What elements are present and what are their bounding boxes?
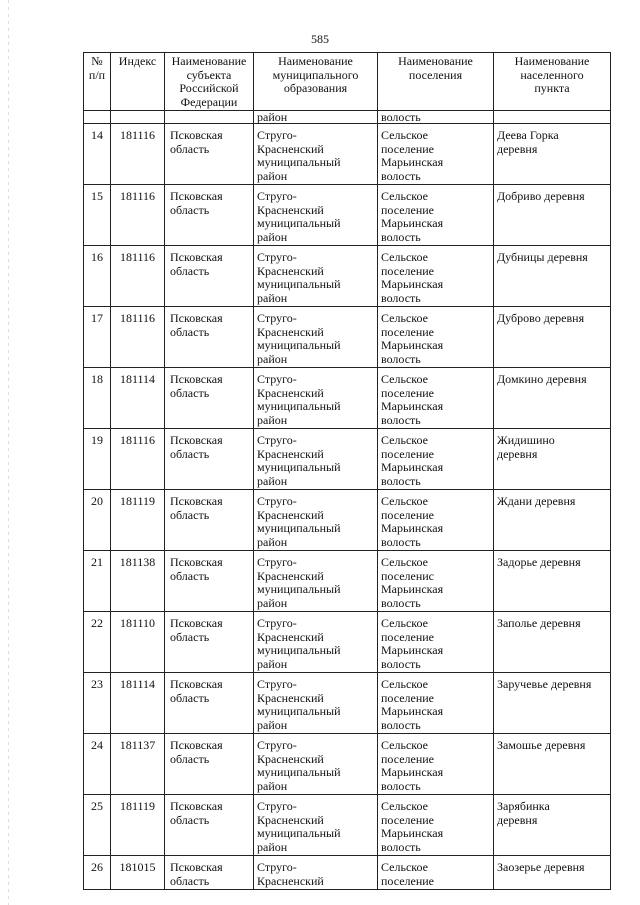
- table-cell-locality: Зарябинка деревня: [494, 795, 611, 856]
- table-cell-number: 26: [84, 856, 111, 890]
- table-cell-settlement: Сельское поселение Марьинская волость: [378, 185, 494, 246]
- table-row: [84, 307, 611, 368]
- table-cell-municipality: Струго- Красненский муниципальный район: [254, 307, 378, 368]
- table-row: [84, 612, 611, 673]
- header-subject: Наименование субъекта Российской Федерации: [165, 53, 254, 111]
- table-cell-locality: Добриво деревня: [494, 185, 611, 246]
- table-cell-municipality: Струго- Красненский муниципальный район: [254, 734, 378, 795]
- table-cell: [494, 111, 611, 124]
- table-row: [84, 734, 611, 795]
- table-cell-number: 14: [84, 124, 111, 185]
- table-cell-index: 181116: [111, 185, 165, 246]
- table-cell-settlement: Сельское поселение Марьинская волость: [378, 246, 494, 307]
- table-cell-subject: Псковская область: [165, 490, 254, 551]
- table-row: [84, 673, 611, 734]
- table-cell-subject: Псковская область: [165, 368, 254, 429]
- continuation-row: [84, 111, 611, 124]
- table-cell-subject: Псковская область: [165, 734, 254, 795]
- table-cell-index: 181116: [111, 246, 165, 307]
- table-cell-settlement: Сельское поселение Марьинская волость: [378, 429, 494, 490]
- table-header-row: [84, 53, 611, 111]
- table-cell-index: 181015: [111, 856, 165, 890]
- table-cell-locality: Дубницы деревня: [494, 246, 611, 307]
- table-cell-index: 181119: [111, 490, 165, 551]
- table-cell-municipality: Струго- Красненский муниципальный район: [254, 612, 378, 673]
- table-cell-subject: Псковская область: [165, 185, 254, 246]
- table-row: [84, 856, 611, 890]
- table-cell-number: 24: [84, 734, 111, 795]
- settlements-table: [83, 52, 611, 890]
- table-cell-index: 181116: [111, 124, 165, 185]
- table-cell-municipality: Струго- Красненский муниципальный район: [254, 551, 378, 612]
- table-row: [84, 246, 611, 307]
- table-cell-settlement: Сельское поселение Марьинская волость: [378, 490, 494, 551]
- table-cell-municipality: Струго- Красненский: [254, 856, 378, 890]
- table-cell-subject: Псковская область: [165, 246, 254, 307]
- table-cell-municipality: Струго- Красненский муниципальный район: [254, 490, 378, 551]
- table-cell-locality: Деева Горка деревня: [494, 124, 611, 185]
- page-number: 585: [311, 32, 329, 46]
- scan-edge-artifact: [8, 0, 9, 905]
- table-cell-number: 16: [84, 246, 111, 307]
- table-cell-locality: Домкино деревня: [494, 368, 611, 429]
- table-cell-settlement: волость: [378, 111, 494, 124]
- table-cell-subject: Псковская область: [165, 551, 254, 612]
- table-cell: [84, 111, 111, 124]
- table-cell-settlement: Сельское поселение Марьинская волость: [378, 673, 494, 734]
- table-row: [84, 551, 611, 612]
- table-body: [84, 111, 611, 890]
- header-municipality: Наименование муниципального образования: [254, 53, 378, 111]
- table-cell-number: 18: [84, 368, 111, 429]
- table-cell-index: 181116: [111, 429, 165, 490]
- table-cell-locality: Заполье деревня: [494, 612, 611, 673]
- table-row: [84, 795, 611, 856]
- table-row: [84, 490, 611, 551]
- table-cell-municipality: Струго- Красненский муниципальный район: [254, 185, 378, 246]
- table-cell-number: 19: [84, 429, 111, 490]
- table-cell-subject: Псковская область: [165, 673, 254, 734]
- table-cell-number: 15: [84, 185, 111, 246]
- header-settlement: Наименование поселения: [378, 53, 494, 111]
- table-cell-number: 20: [84, 490, 111, 551]
- table-cell-number: 23: [84, 673, 111, 734]
- table-cell-locality: Ждани деревня: [494, 490, 611, 551]
- table-row: [84, 124, 611, 185]
- table-cell-settlement: Сельское поселение Марьинская волость: [378, 307, 494, 368]
- table-cell-index: 181116: [111, 307, 165, 368]
- table-cell-settlement: Сельское поселение Марьинская волость: [378, 612, 494, 673]
- table-cell-municipality: Струго- Красненский муниципальный район: [254, 429, 378, 490]
- table-cell-locality: Заручевье деревня: [494, 673, 611, 734]
- settlements-table-wrap: [83, 52, 610, 890]
- table-cell-number: 17: [84, 307, 111, 368]
- table-row: [84, 368, 611, 429]
- table-row: [84, 185, 611, 246]
- table-cell-subject: Псковская область: [165, 795, 254, 856]
- table-cell-index: 181114: [111, 368, 165, 429]
- table-cell-index: 181138: [111, 551, 165, 612]
- table-cell-locality: Замошье деревня: [494, 734, 611, 795]
- header-index: Индекс: [111, 53, 165, 111]
- table-cell-municipality: Струго- Красненский муниципальный район: [254, 795, 378, 856]
- table-cell-municipality: Струго- Красненский муниципальный район: [254, 368, 378, 429]
- table-cell-municipality: Струго- Красненский муниципальный район: [254, 246, 378, 307]
- table-cell-settlement: Сельское поселение Марьинская волость: [378, 795, 494, 856]
- table-cell-subject: Псковская область: [165, 612, 254, 673]
- table-cell-subject: Псковская область: [165, 307, 254, 368]
- table-cell-subject: Псковская область: [165, 429, 254, 490]
- table-cell-settlement: Сельское поселение Марьинская волость: [378, 734, 494, 795]
- table-cell-locality: Дуброво деревня: [494, 307, 611, 368]
- table-cell-index: 181110: [111, 612, 165, 673]
- table-cell-settlement: Сельское поселение: [378, 856, 494, 890]
- header-locality: Наименование населенного пункта: [494, 53, 611, 111]
- table-cell-settlement: Сельское поселение Марьинская волость: [378, 124, 494, 185]
- table-cell-municipality: район: [254, 111, 378, 124]
- table-cell-settlement: Сельское поселение Марьинская волость: [378, 368, 494, 429]
- table-cell-index: 181114: [111, 673, 165, 734]
- header-number: № п/п: [84, 53, 111, 111]
- table-cell: [111, 111, 165, 124]
- table-cell: [165, 111, 254, 124]
- table-cell-municipality: Струго- Красненский муниципальный район: [254, 124, 378, 185]
- table-cell-locality: Задорье деревня: [494, 551, 611, 612]
- table-cell-locality: Заозерье деревня: [494, 856, 611, 890]
- table-cell-index: 181119: [111, 795, 165, 856]
- table-cell-municipality: Струго- Красненский муниципальный район: [254, 673, 378, 734]
- table-cell-subject: Псковская область: [165, 124, 254, 185]
- table-cell-locality: Жидишино деревня: [494, 429, 611, 490]
- table-cell-settlement: Сельское поселенис Марьинская волость: [378, 551, 494, 612]
- table-cell-number: 22: [84, 612, 111, 673]
- table-row: [84, 429, 611, 490]
- table-cell-number: 25: [84, 795, 111, 856]
- table-cell-subject: Псковская область: [165, 856, 254, 890]
- table-cell-index: 181137: [111, 734, 165, 795]
- table-cell-number: 21: [84, 551, 111, 612]
